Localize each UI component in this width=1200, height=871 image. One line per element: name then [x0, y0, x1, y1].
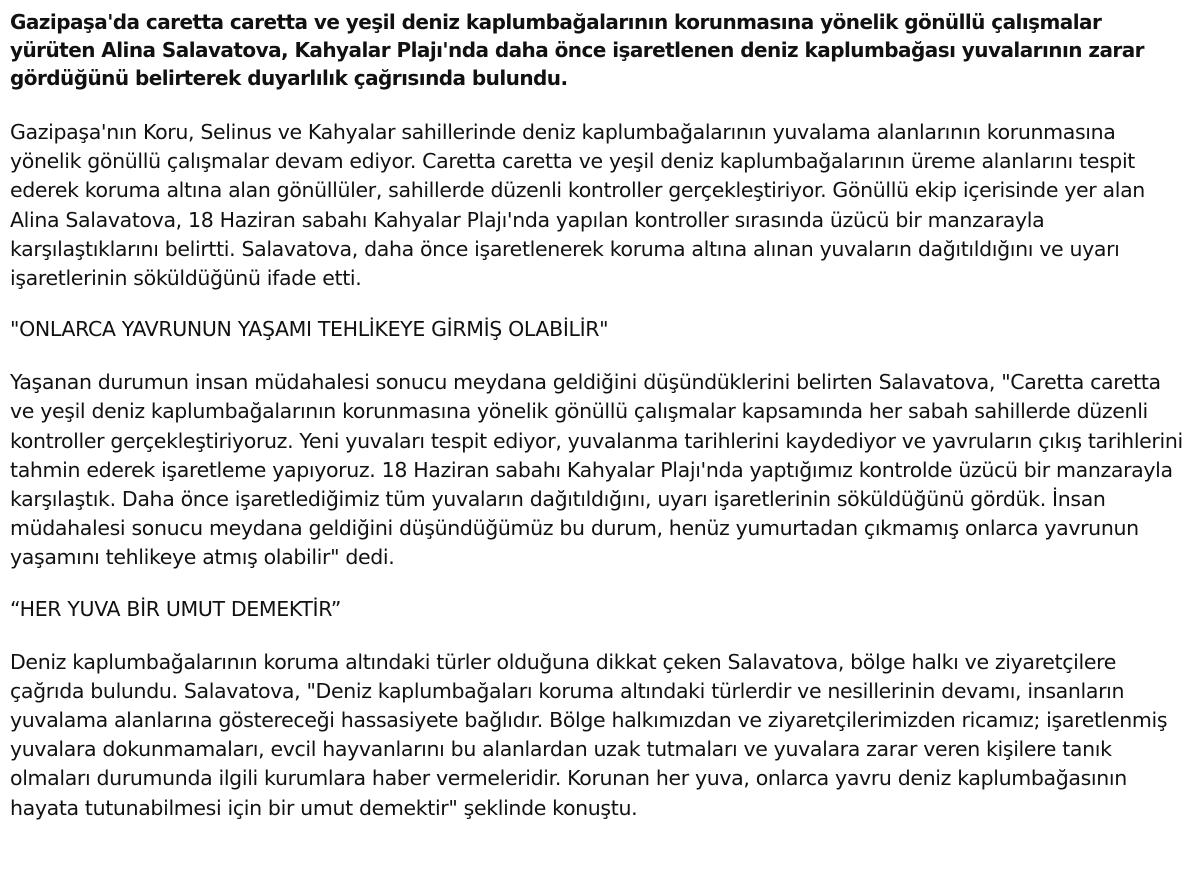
article-lead: Gazipaşa'da caretta caretta ve yeşil deniz kaplumbağalarının korunmasına yönelik gönüllü çalışmalar yürüten Alina Salavatova, Kahyalar Plajı'nda daha önce işaretlenen deniz kaplumbağası yuvalarının zarar gördüğünü belirterek duyarlılık çağrısında bulundu. — [10, 10, 1144, 90]
article-subheading-2: “HER YUVA BİR UMUT DEMEKTİR” — [10, 596, 342, 621]
article-paragraph-2: Yaşanan durumun insan müdahalesi sonucu meydana geldiğini düşündüklerini belirten Salavatova, "Caretta caretta ve yeşil deniz kaplumbağalarının korunmasına yönelik gönüllü çalışmalar kapsamında her sabah sahillerde düzenli kontroller gerçekleştiriyoruz. Yeni yuvaları tespit ediyor, yuvalanma tarihlerini kaydediyor ve yavruların çıkış tarihlerini tahmin ederek işaretleme yapıyoruz. 18 Haziran sabahı Kahyalar Plajı'nda yaptığımız kontrolde üzücü bir manzarayla karşılaştık. Daha önce işaretlediğimiz tüm yuvaların dağıtıldığını, uyarı işaretlerinin söküldüğünü gördük. İnsan müdahalesi sonucu meydana geldiğini düşündüğümüz bu durum, henüz yumurtadan çıkmamış onlarca yavrunun yaşamını tehlikeye atmış olabilir" dedi. — [10, 370, 1183, 570]
article-subheading-1: "ONLARCA YAVRUNUN YAŞAMI TEHLİKEYE GİRMİŞ OLABİLİR" — [10, 317, 609, 342]
article-paragraph-3: Deniz kaplumbağalarının koruma altındaki türler olduğuna dikkat çeken Salavatova, bölge halkı ve ziyaretçilere çağrıda bulundu. Salavatova, "Deniz kaplumbağaları koruma altındaki türlerdir ve nesillerinin devamı, insanların yuvalama alanlarına göstereceği hassasiyete bağlıdır. Bölge halkımızdan ve ziyaretçilerimizden ricamız; işaretlenmiş yuvalara dokunmamaları, evcil hayvanlarını bu alanlardan uzak tutmaları ve yuvalara zarar veren kişilere tanık olmaları durumunda ilgili kurumlara haber vermeleridir. Korunan her yuva, onlarca yavru deniz kaplumbağasının hayata tutunabilmesi için bir umut demektir" şeklinde konuştu. — [10, 649, 1168, 820]
article-body — [10, 8, 1184, 823]
article-paragraph-1: Gazipaşa'nın Koru, Selinus ve Kahyalar sahillerinde deniz kaplumbağalarının yuvalama alanlarının korunmasına yönelik gönüllü çalışmalar devam ediyor. Caretta caretta ve yeşil deniz kaplumbağalarının üreme alanlarını tespit ederek koruma altına alan gönüllüler, sahillerde düzenli kontroller gerçekleştiriyor. Gönüllü ekip içerisinde yer alan Alina Salavatova, 18 Haziran sabahı Kahyalar Plajı'nda yapılan kontroller sırasında üzücü bir manzarayla karşılaştıklarını belirtti. Salavatova, daha önce işaretlenerek koruma altına alınan yuvaların dağıtıldığını ve uyarı işaretlerinin söküldüğünü ifade etti. — [10, 120, 1145, 291]
